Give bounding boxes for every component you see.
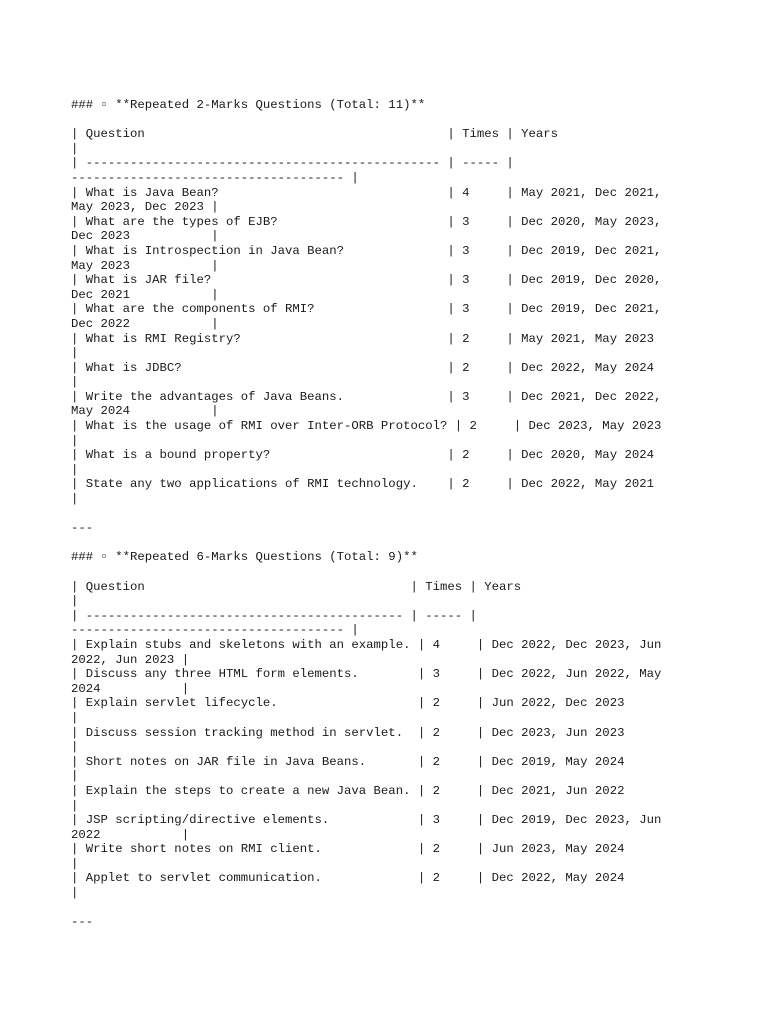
table-row-line: |: [71, 740, 79, 755]
table-separator-tail: ------------------------------------- |: [71, 170, 359, 185]
table-header-row: | Question | Times | Years: [71, 127, 559, 142]
table-row-line: | What are the components of RMI? | 3 | Dec 2019, Dec 2021,: [71, 302, 662, 317]
table-row-line: | Short notes on JAR file in Java Beans. | 2 | Dec 2019, May 2024: [71, 754, 625, 769]
horizontal-rule: ---: [71, 521, 94, 536]
table-row-line: May 2024 |: [71, 404, 219, 419]
table-row-line: |: [71, 346, 79, 361]
table-separator-tail: ------------------------------------- |: [71, 623, 359, 638]
table-row-line: | Discuss any three HTML form elements. | 3 | Dec 2022, Jun 2022, May: [71, 667, 662, 682]
table-row-line: | Explain servlet lifecycle. | 2 | Jun 2022, Dec 2023: [71, 696, 625, 711]
table-row-line: | Discuss session tracking method in servlet. | 2 | Dec 2023, Jun 2023: [71, 725, 625, 740]
table-row-line: | Explain the steps to create a new Java Bean. | 2 | Dec 2021, Jun 2022: [71, 783, 625, 798]
table-row-line: |: [71, 886, 79, 901]
table-row-line: | What is the usage of RMI over Inter-ORB Protocol? | 2 | Dec 2023, May 2023: [71, 419, 662, 434]
table-row-line: Dec 2022 |: [71, 316, 219, 331]
table-row-line: |: [71, 856, 79, 871]
spacer: [71, 113, 731, 128]
table-row-line: May 2023 |: [71, 258, 219, 273]
spacer: [71, 507, 731, 522]
table-row-line: | What is Introspection in Java Bean? | 3 | Dec 2019, Dec 2021,: [71, 243, 662, 258]
table-separator: | ------------------------------------------------ | ----- |: [71, 156, 514, 171]
table-2-marks-rows: [71, 186, 731, 507]
table-row-line: | JSP scripting/directive elements. | 3 | Dec 2019, Dec 2023, Jun: [71, 813, 662, 828]
table-6-marks-rows: [71, 638, 731, 901]
document-body: [71, 98, 731, 930]
table-header-row: | Question | Times | Years: [71, 579, 522, 594]
table-row-line: | Explain stubs and skeletons with an example. | 4 | Dec 2022, Dec 2023, Jun: [71, 637, 662, 652]
table-row-line: | Write short notes on RMI client. | 2 | Jun 2023, May 2024: [71, 842, 625, 857]
table-row-line: | What is JDBC? | 2 | Dec 2022, May 2024: [71, 360, 654, 375]
table-row-line: | What are the types of EJB? | 3 | Dec 2020, May 2023,: [71, 214, 662, 229]
table-row-line: |: [71, 492, 79, 507]
table-header-row-tail: |: [71, 594, 79, 609]
table-row-line: Dec 2023 |: [71, 229, 219, 244]
table-row-line: | State any two applications of RMI technology. | 2 | Dec 2022, May 2021: [71, 477, 654, 492]
table-row-line: | What is Java Bean? | 4 | May 2021, Dec 2021,: [71, 185, 662, 200]
table-row-line: |: [71, 798, 79, 813]
table-row-line: May 2023, Dec 2023 |: [71, 200, 219, 215]
table-row-line: | Write the advantages of Java Beans. | 3 | Dec 2021, Dec 2022,: [71, 389, 662, 404]
table-row-line: 2022 |: [71, 827, 190, 842]
table-row-line: | Applet to servlet communication. | 2 | Dec 2022, May 2024: [71, 871, 625, 886]
table-row-line: | What is a bound property? | 2 | Dec 2020, May 2024: [71, 448, 654, 463]
table-row-line: |: [71, 433, 79, 448]
spacer: [71, 901, 731, 916]
table-header-row-tail: |: [71, 141, 79, 156]
table-row-line: |: [71, 462, 79, 477]
table-row-line: | What is RMI Registry? | 2 | May 2021, May 2023: [71, 331, 654, 346]
spacer: [71, 565, 731, 580]
table-row-line: |: [71, 710, 79, 725]
table-row-line: 2024 |: [71, 681, 190, 696]
table-row-line: |: [71, 769, 79, 784]
table-row-line: |: [71, 375, 79, 390]
table-row-line: Dec 2021 |: [71, 287, 219, 302]
table-row-line: | What is JAR file? | 3 | Dec 2019, Dec 2020,: [71, 273, 662, 288]
horizontal-rule: ---: [71, 915, 94, 930]
table-row-line: 2022, Jun 2023 |: [71, 652, 190, 667]
section-heading-2-marks: ### ▫ **Repeated 2-Marks Questions (Total: 11)**: [71, 98, 426, 112]
section-heading-6-marks: ### ▫ **Repeated 6-Marks Questions (Total: 9)**: [71, 550, 418, 565]
spacer: [71, 536, 731, 551]
table-separator: | ------------------------------------------- | ----- |: [71, 608, 477, 623]
